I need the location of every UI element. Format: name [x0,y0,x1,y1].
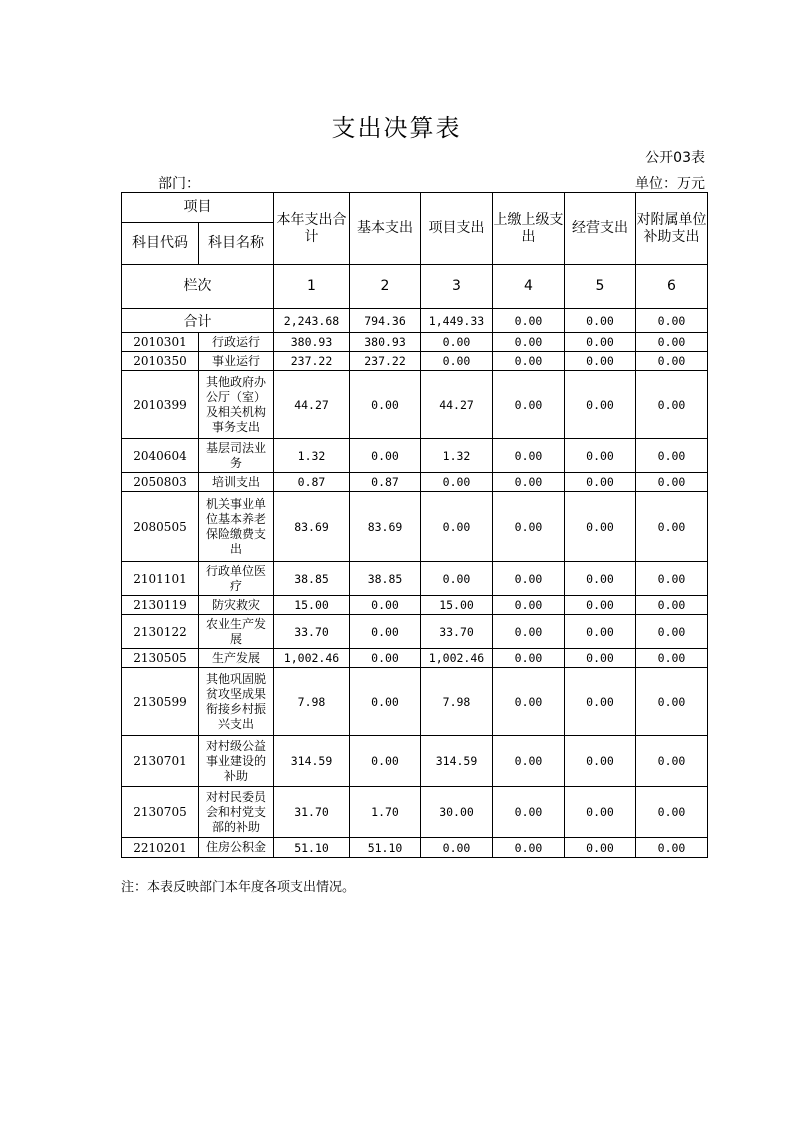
subject-code: 2101101 [122,562,199,596]
column-index: 6 [636,265,708,309]
table-row [122,649,708,668]
amount-cell: 0.00 [565,352,636,371]
amount-cell: 15.00 [274,596,350,615]
amount-cell: 83.69 [350,492,421,562]
subject-code: 2130705 [122,787,199,838]
amount-cell: 83.69 [274,492,350,562]
column-index: 4 [493,265,565,309]
amount-cell: 0.00 [565,649,636,668]
total-label: 合计 [122,309,274,333]
subject-code: 2010399 [122,371,199,439]
amount-cell: 0.00 [350,371,421,439]
amount-cell: 0.00 [350,736,421,787]
subject-code: 2130599 [122,668,199,736]
amount-cell: 0.00 [636,615,708,649]
amount-cell: 0.00 [493,492,565,562]
amount-cell: 0.00 [565,439,636,473]
header-name: 科目名称 [199,223,274,265]
subject-code: 2010301 [122,333,199,352]
amount-cell: 0.00 [636,371,708,439]
amount-cell: 0.00 [493,596,565,615]
amount-cell: 0.00 [493,371,565,439]
subject-name: 事业运行 [199,352,274,371]
amount-cell: 0.00 [565,838,636,858]
subject-code: 2040604 [122,439,199,473]
amount-cell: 0.00 [565,473,636,492]
table-row [122,838,708,858]
amount-cell: 0.00 [636,473,708,492]
amount-cell: 0.00 [565,615,636,649]
form-number: 公开03表 [645,150,705,166]
amount-cell: 0.00 [636,668,708,736]
amount-cell: 0.00 [350,439,421,473]
amount-cell: 44.27 [274,371,350,439]
table-note: 注：本表反映部门本年度各项支出情况。 [121,880,356,895]
amount-cell: 38.85 [350,562,421,596]
table-row [122,352,708,371]
amount-cell: 33.70 [274,615,350,649]
total-value: 0.00 [636,309,708,333]
amount-cell: 0.00 [636,492,708,562]
amount-cell: 7.98 [421,668,493,736]
amount-cell: 0.00 [565,492,636,562]
subject-name: 培训支出 [199,473,274,492]
header-project: 项目 [122,193,274,223]
amount-cell: 0.00 [565,371,636,439]
header-upper: 上缴上级支出 [493,193,565,265]
amount-cell: 0.00 [565,787,636,838]
amount-cell: 1,002.46 [421,649,493,668]
subject-name: 生产发展 [199,649,274,668]
amount-cell: 0.00 [421,562,493,596]
column-index: 3 [421,265,493,309]
amount-cell: 0.00 [421,352,493,371]
amount-cell: 0.00 [493,562,565,596]
header-project-expense: 项目支出 [421,193,493,265]
amount-cell: 0.00 [493,615,565,649]
amount-cell: 30.00 [421,787,493,838]
subject-code: 2130701 [122,736,199,787]
subject-code: 2130122 [122,615,199,649]
amount-cell: 1.70 [350,787,421,838]
table-row [122,736,708,787]
amount-cell: 0.00 [493,668,565,736]
amount-cell: 0.00 [421,838,493,858]
amount-cell: 380.93 [274,333,350,352]
amount-cell: 0.00 [565,596,636,615]
subject-name: 行政单位医疗 [199,562,274,596]
subject-code: 2130119 [122,596,199,615]
subject-code: 2050803 [122,473,199,492]
amount-cell: 1.32 [274,439,350,473]
amount-cell: 0.00 [421,492,493,562]
amount-cell: 0.00 [565,736,636,787]
table-row [122,473,708,492]
amount-cell: 0.00 [565,562,636,596]
subject-name: 农业生产发展 [199,615,274,649]
amount-cell: 0.00 [636,333,708,352]
header-code: 科目代码 [122,223,199,265]
subject-name: 其他巩固脱贫攻坚成果衔接乡村振兴支出 [199,668,274,736]
amount-cell: 0.00 [565,668,636,736]
amount-cell: 7.98 [274,668,350,736]
amount-cell: 0.00 [493,352,565,371]
expenditure-table [121,192,708,858]
amount-cell: 0.00 [421,473,493,492]
amount-cell: 0.00 [493,473,565,492]
amount-cell: 0.00 [350,668,421,736]
subject-name: 行政运行 [199,333,274,352]
total-row [122,309,708,333]
subject-name: 防灾救灾 [199,596,274,615]
table-row [122,439,708,473]
column-index: 2 [350,265,421,309]
amount-cell: 0.00 [493,333,565,352]
subject-name: 基层司法业务 [199,439,274,473]
page-title: 支出决算表 [331,114,462,142]
subject-name: 对村级公益事业建设的补助 [199,736,274,787]
amount-cell: 0.00 [493,439,565,473]
amount-cell: 0.00 [350,615,421,649]
amount-cell: 0.00 [636,736,708,787]
amount-cell: 0.00 [493,838,565,858]
subject-code: 2130505 [122,649,199,668]
amount-cell: 0.00 [493,736,565,787]
amount-cell: 237.22 [350,352,421,371]
amount-cell: 380.93 [350,333,421,352]
table-row [122,615,708,649]
unit-label: 单位：万元 [635,176,705,192]
table-row [122,333,708,352]
amount-cell: 0.87 [350,473,421,492]
amount-cell: 15.00 [421,596,493,615]
table-row [122,787,708,838]
column-index: 5 [565,265,636,309]
department-label: 部门： [158,176,200,192]
amount-cell: 1.32 [421,439,493,473]
amount-cell: 0.00 [636,596,708,615]
table-row [122,596,708,615]
column-index-row [122,265,708,309]
subject-code: 2210201 [122,838,199,858]
total-value: 794.36 [350,309,421,333]
subject-name: 机关事业单位基本养老保险缴费支出 [199,492,274,562]
amount-cell: 0.00 [636,352,708,371]
header-subsidy: 对附属单位补助支出 [636,193,708,265]
amount-cell: 51.10 [350,838,421,858]
header-total: 本年支出合计 [274,193,350,265]
table-row [122,668,708,736]
amount-cell: 314.59 [274,736,350,787]
amount-cell: 0.00 [636,439,708,473]
column-index-label: 栏次 [122,265,274,309]
subject-name: 对村民委员会和村党支部的补助 [199,787,274,838]
amount-cell: 0.00 [636,787,708,838]
amount-cell: 31.70 [274,787,350,838]
amount-cell: 0.00 [421,333,493,352]
subject-name: 住房公积金 [199,838,274,858]
amount-cell: 44.27 [421,371,493,439]
total-value: 0.00 [565,309,636,333]
total-value: 2,243.68 [274,309,350,333]
amount-cell: 0.00 [350,596,421,615]
amount-cell: 0.00 [493,787,565,838]
total-value: 0.00 [493,309,565,333]
table-row [122,371,708,439]
subject-name: 其他政府办公厅（室）及相关机构事务支出 [199,371,274,439]
amount-cell: 0.00 [565,333,636,352]
amount-cell: 0.00 [636,838,708,858]
total-value: 1,449.33 [421,309,493,333]
subject-code: 2010350 [122,352,199,371]
amount-cell: 0.00 [636,562,708,596]
amount-cell: 0.00 [350,649,421,668]
amount-cell: 33.70 [421,615,493,649]
table-row [122,492,708,562]
amount-cell: 314.59 [421,736,493,787]
amount-cell: 0.00 [636,649,708,668]
amount-cell: 1,002.46 [274,649,350,668]
subject-code: 2080505 [122,492,199,562]
amount-cell: 0.87 [274,473,350,492]
header-operation: 经营支出 [565,193,636,265]
amount-cell: 0.00 [493,649,565,668]
header-basic: 基本支出 [350,193,421,265]
amount-cell: 38.85 [274,562,350,596]
column-index: 1 [274,265,350,309]
table-row [122,562,708,596]
amount-cell: 51.10 [274,838,350,858]
amount-cell: 237.22 [274,352,350,371]
